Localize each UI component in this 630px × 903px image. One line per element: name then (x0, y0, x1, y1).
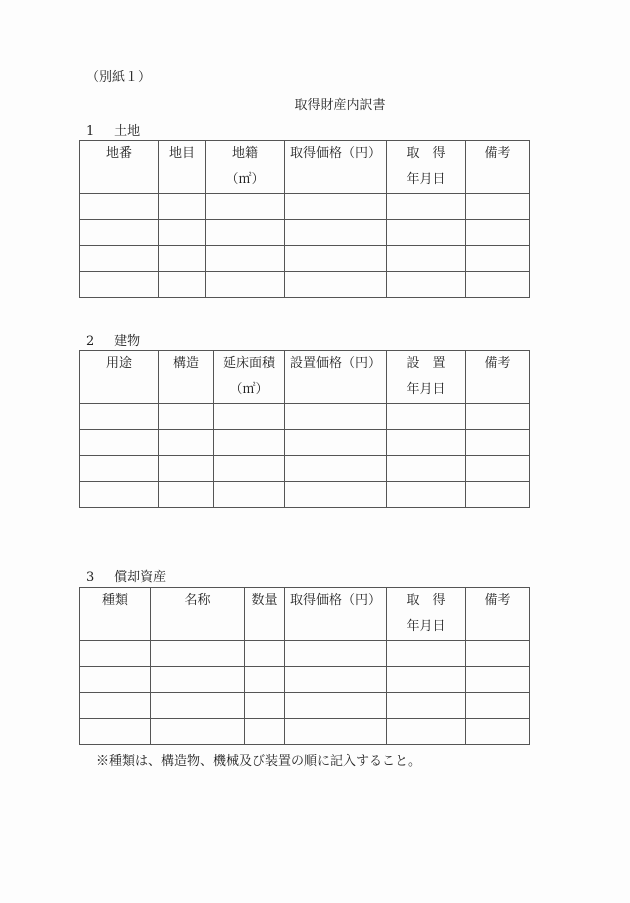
table-cell[interactable] (159, 404, 214, 430)
table-cell[interactable] (80, 194, 159, 220)
column-header-name: 名称 (151, 588, 245, 641)
table-cell[interactable] (80, 246, 159, 272)
table-row (80, 404, 530, 430)
table-cell[interactable] (159, 482, 214, 508)
table-row (80, 667, 530, 693)
table-cell[interactable] (285, 641, 387, 667)
table-cell[interactable] (159, 272, 206, 298)
table-cell[interactable] (245, 667, 285, 693)
table-cell[interactable] (466, 430, 530, 456)
table-row (80, 693, 530, 719)
appendix-label: （別紙１） (86, 70, 152, 85)
table-cell[interactable] (206, 246, 285, 272)
table-cell[interactable] (80, 693, 151, 719)
table-cell[interactable] (80, 456, 159, 482)
table-cell[interactable] (159, 220, 206, 246)
table-cell[interactable] (245, 693, 285, 719)
table-cell[interactable] (80, 272, 159, 298)
section-title: 土地 (114, 124, 141, 139)
table-header-row (80, 588, 530, 641)
column-header-remarks: 備考 (466, 588, 530, 641)
table-cell[interactable] (466, 482, 530, 508)
document-title: 取得財産内訳書 (294, 98, 386, 113)
section-title: 償却資産 (114, 570, 167, 585)
table-cell[interactable] (80, 667, 151, 693)
table-cell[interactable] (285, 430, 387, 456)
table-header-row (80, 351, 530, 404)
table-cell[interactable] (214, 404, 285, 430)
table-cell[interactable] (466, 404, 530, 430)
table-row (80, 430, 530, 456)
table-cell[interactable] (466, 719, 530, 745)
depreciable-assets-table (79, 587, 530, 745)
table-cell[interactable] (387, 719, 466, 745)
column-header-floor-area: 延床面積 （㎡） (214, 351, 285, 404)
table-row (80, 641, 530, 667)
table-cell[interactable] (285, 456, 387, 482)
section-title: 建物 (114, 334, 141, 349)
column-header-structure: 構造 (159, 351, 214, 404)
table-header-row (80, 141, 530, 194)
table-cell[interactable] (151, 719, 245, 745)
table-cell[interactable] (159, 194, 206, 220)
table-cell[interactable] (214, 430, 285, 456)
table-cell[interactable] (387, 430, 466, 456)
table-cell[interactable] (285, 246, 387, 272)
table-cell[interactable] (466, 194, 530, 220)
table-cell[interactable] (387, 482, 466, 508)
table-cell[interactable] (206, 194, 285, 220)
table-cell[interactable] (387, 220, 466, 246)
section-heading-buildings (86, 330, 140, 349)
table-cell[interactable] (80, 430, 159, 456)
table-cell[interactable] (387, 246, 466, 272)
table-cell[interactable] (245, 719, 285, 745)
table-cell[interactable] (151, 667, 245, 693)
table-cell[interactable] (466, 246, 530, 272)
table-row (80, 220, 530, 246)
table-cell[interactable] (80, 220, 159, 246)
column-header-acquisition-date: 取 得 年月日 (387, 141, 466, 194)
land-table (79, 140, 530, 298)
column-header-remarks: 備考 (466, 351, 530, 404)
table-cell[interactable] (387, 667, 466, 693)
table-cell[interactable] (80, 719, 151, 745)
column-header-land-category: 地目 (159, 141, 206, 194)
table-cell[interactable] (214, 456, 285, 482)
table-cell[interactable] (466, 272, 530, 298)
table-cell[interactable] (245, 641, 285, 667)
table-cell[interactable] (285, 404, 387, 430)
column-header-acquisition-date: 取 得 年月日 (387, 588, 466, 641)
table-cell[interactable] (285, 667, 387, 693)
table-row (80, 246, 530, 272)
table-cell[interactable] (151, 641, 245, 667)
table-row (80, 194, 530, 220)
column-header-installation-price: 設置価格（円） (285, 351, 387, 404)
table-cell[interactable] (159, 456, 214, 482)
table-cell[interactable] (387, 456, 466, 482)
table-cell[interactable] (466, 667, 530, 693)
column-header-acquisition-price: 取得価格（円） (285, 588, 387, 641)
table-cell[interactable] (466, 641, 530, 667)
table-cell[interactable] (285, 693, 387, 719)
table-cell[interactable] (466, 456, 530, 482)
table-row (80, 482, 530, 508)
table-cell[interactable] (80, 482, 159, 508)
table-cell[interactable] (80, 404, 159, 430)
table-cell[interactable] (466, 220, 530, 246)
table-cell[interactable] (466, 693, 530, 719)
table-cell[interactable] (80, 641, 151, 667)
table-cell[interactable] (285, 719, 387, 745)
table-cell[interactable] (206, 220, 285, 246)
column-header-acquisition-price: 取得価格（円） (285, 141, 387, 194)
table-cell[interactable] (214, 482, 285, 508)
column-header-installation-date: 設 置 年月日 (387, 351, 466, 404)
section-heading-land (86, 120, 140, 139)
section-number: 1 (86, 124, 95, 139)
table-cell[interactable] (159, 430, 214, 456)
table-cell[interactable] (285, 220, 387, 246)
table-row (80, 456, 530, 482)
table-cell[interactable] (151, 693, 245, 719)
column-header-quantity: 数量 (245, 588, 285, 641)
column-header-lot-number: 地番 (80, 141, 159, 194)
table-cell[interactable] (387, 693, 466, 719)
table-cell[interactable] (387, 641, 466, 667)
table-cell[interactable] (159, 246, 206, 272)
table-row (80, 719, 530, 745)
section-number: 3 (86, 570, 95, 585)
table-cell[interactable] (387, 194, 466, 220)
table-cell[interactable] (285, 194, 387, 220)
column-header-type: 種類 (80, 588, 151, 641)
table-cell[interactable] (285, 272, 387, 298)
column-header-usage: 用途 (80, 351, 159, 404)
section-number: 2 (86, 334, 95, 349)
column-header-remarks: 備考 (466, 141, 530, 194)
table-cell[interactable] (285, 482, 387, 508)
table-row (80, 272, 530, 298)
table-cell[interactable] (206, 272, 285, 298)
section-heading-depreciable-assets (86, 566, 166, 585)
table-cell[interactable] (387, 272, 466, 298)
footnote: ※種類は、構造物、機械及び装置の順に記入すること。 (96, 754, 422, 769)
column-header-area: 地籍 （㎡） (206, 141, 285, 194)
table-cell[interactable] (387, 404, 466, 430)
buildings-table (79, 350, 530, 508)
